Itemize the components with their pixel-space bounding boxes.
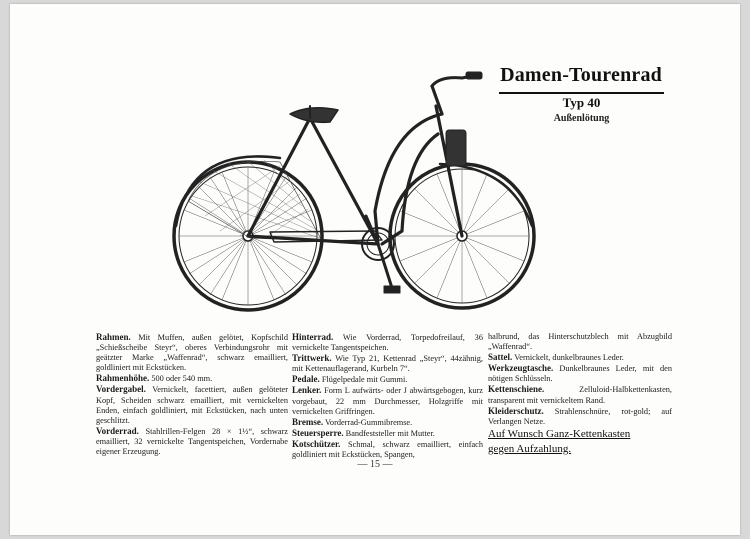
spec-label: Lenker.	[292, 385, 322, 396]
spec-label: Trittwerk.	[292, 353, 332, 364]
spec-label: Steuersperre.	[292, 427, 344, 438]
spec-label: Kotschützer.	[292, 438, 341, 449]
spec-label: Bremse.	[292, 416, 324, 427]
chain-guard	[270, 231, 382, 242]
page-title: Damen-Tourenrad	[500, 64, 662, 86]
spec-item	[292, 374, 483, 385]
spec-text: Vorderrad-Gummibremse.	[325, 417, 413, 427]
spec-continuation: halbrund, das Hinterschutzblech mit Abzugbild „Waffenrad“.	[488, 332, 672, 352]
spec-label: Kleiderschutz.	[488, 405, 544, 416]
spec-text: Vernickelt, dunkelbraunes Leder.	[514, 353, 624, 363]
spec-label: Sattel.	[488, 352, 513, 363]
spec-text: Schmal, schwarz emailliert, einfach goldliniert mit Eckstücken, Spangen,	[292, 439, 484, 460]
spec-text: Bandfeststeller mit Mutter.	[345, 428, 435, 438]
spec-text: Wie Vorderrad, Torpedofreilauf, 36 vernickelte Tangentspeichen.	[292, 333, 483, 353]
spec-text: Form L aufwärts- oder J abwärtsgebogen, kurz vorgebaut, 22 mm Durchmesser, Holzgriffe mit vernickelten Griffringen.	[292, 386, 483, 416]
spec-item	[488, 352, 672, 363]
spec-text: Flügelpedale mit Gummi.	[321, 375, 408, 385]
spec-item	[96, 384, 288, 425]
spec-label: Werkzeugtasche.	[488, 363, 554, 374]
spec-text: Mit Muffen, außen gelötet, Kopfschild „Schießscheibe Steyr“, oberes Verbindungsrohr mit geätzter Marke „Waffenrad“, schwarz emailliert, goldliniert mit Eckstücken.	[96, 333, 288, 373]
chain-case-surcharge: gegen Aufzahlung.	[488, 442, 572, 455]
spec-text: 500 oder 540 mm.	[151, 374, 213, 384]
spec-text: Zelluloid-Halbkettenkasten, transparent mit vernickeltem Rand.	[488, 385, 672, 405]
spec-item	[292, 428, 483, 439]
spec-item	[292, 385, 483, 416]
bicycle-illustration	[170, 66, 540, 326]
spec-label: Vordergabel.	[96, 384, 146, 395]
spec-label: Pedale.	[292, 374, 320, 385]
pedal	[384, 286, 400, 293]
spec-text: Vernickelt, facettiert, außen gelöteter Kopf, Scheiden schwarz emailliert, mit vernickelten Enden, einfach goldliniert, mit Eckstücken, nach unten geschlitzt.	[96, 385, 288, 425]
spec-item	[292, 332, 483, 353]
spec-item	[488, 384, 672, 405]
spec-item	[96, 332, 288, 373]
spec-label: Kettenschiene.	[488, 384, 545, 395]
spec-item	[96, 373, 288, 384]
chain-case-offer: Auf Wunsch Ganz-Kettenkasten	[488, 427, 631, 440]
spec-item	[488, 406, 672, 427]
spec-label: Vorderrad.	[96, 425, 139, 436]
spec-item	[96, 426, 288, 457]
spec-text: Wie Typ 21, Kettenrad „Steyr“, 44zähnig, mit Kettenauflagerand, Kurbeln 7“.	[292, 354, 483, 374]
saddle	[290, 108, 338, 123]
rear-mudguard	[176, 156, 280, 226]
spec-item	[292, 417, 483, 428]
construction-note: Außenlötung	[553, 113, 610, 124]
spec-label: Hinterrad.	[292, 332, 334, 342]
spec-label: Rahmen.	[96, 332, 131, 342]
spec-column-1	[96, 332, 288, 457]
spec-item	[292, 439, 483, 460]
spec-item	[488, 363, 672, 384]
model-type: Typ 40	[562, 95, 601, 110]
spec-item	[292, 353, 483, 374]
tool-bag	[446, 130, 466, 166]
spec-label: Rahmenhöhe.	[96, 373, 150, 384]
spec-text: Stahlrillen-Felgen 28 × 1½“, schwarz emailliert, 32 vernickelte Tangentspeichen, Vordernabe eigener Erzeugung.	[96, 426, 288, 457]
spec-text: Strahlenschnüre, rot-gold; auf Verlangen Netze.	[488, 406, 672, 426]
catalog-page	[10, 4, 740, 535]
bicycle-frame	[248, 86, 462, 244]
page-number: — 15 —	[357, 459, 393, 470]
spec-column-2	[292, 332, 483, 460]
spec-text: Dunkelbraunes Leder, mit den nötigen Schlüsseln.	[488, 364, 672, 384]
spec-column-3	[488, 332, 672, 457]
